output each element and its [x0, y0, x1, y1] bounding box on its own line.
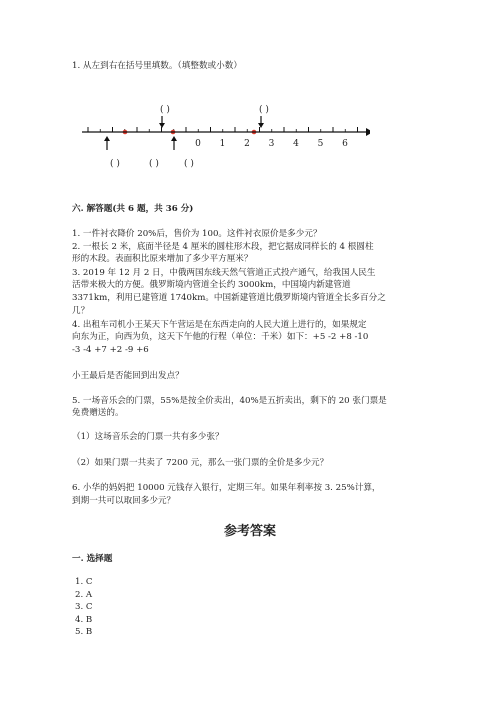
- section-6-line: -3 -4 +7 +2 -9 +6: [72, 345, 149, 355]
- tick-label: 1: [219, 139, 226, 149]
- section-6-line: 免费赠送的。: [72, 408, 124, 418]
- section-6-line: 2. 一根长 2 米，底面半径是 4 厘米的圆柱形木段，把它据成同样长的 4 根圆柱: [72, 242, 374, 252]
- bottom-answer-bracket: ( ): [184, 159, 194, 169]
- section-6-line: 到期一共可以取回多少元？: [72, 496, 176, 506]
- up-arrow-head: [171, 136, 177, 141]
- number-line-figure: [70, 100, 370, 180]
- answer-key-title: 参考答案: [223, 524, 276, 539]
- section-6-line: 3371km，利用已建管道 1740km。中国新建管道比俄罗斯境内管道全长多百分之: [72, 293, 386, 303]
- section-6-line: 形的木段。表面积比原来增加了多少平方厘米？: [72, 254, 253, 264]
- tick-label: 0: [195, 139, 201, 149]
- answer-section-heading: 一. 选择题: [72, 554, 113, 564]
- top-answer-bracket: ( ): [259, 105, 269, 115]
- down-arrow-head: [159, 123, 165, 128]
- tick-label: 4: [293, 139, 299, 149]
- bottom-answer-bracket: ( ): [149, 159, 159, 169]
- up-arrow-head: [104, 136, 110, 141]
- down-arrow-head: [258, 123, 264, 128]
- section-6-line: （2）如果门票一共卖了 7200 元，那么一张门票的全价是多少元？: [72, 458, 329, 468]
- answer-item: 1. C: [75, 577, 93, 587]
- section-6-line: 1. 一件衬衣降价 20%后，售价为 100。这件衬衣原价是多少元？: [72, 229, 322, 239]
- section-6-line: （1）这场音乐会的门票一共有多少张？: [72, 432, 224, 442]
- tick-label: 6: [342, 139, 348, 149]
- bottom-answer-bracket: ( ): [110, 159, 120, 169]
- section-6-line: 6. 小华的妈妈把 10000 元钱存入银行，定期三年。如果年利率按 3. 25%计算，: [72, 483, 381, 493]
- answer-item: 3. C: [75, 602, 93, 612]
- answer-item: 4. B: [75, 614, 93, 625]
- section-6-line: 小王最后是否能回到出发点？: [72, 371, 184, 381]
- answer-item: 5. B: [75, 627, 93, 637]
- top-answer-bracket: ( ): [160, 105, 170, 115]
- tick-label: 5: [317, 139, 324, 149]
- tick-label: 3: [268, 139, 275, 149]
- section-6-line: 活带来极大的方便。俄罗斯境内管道全长约 3000km，中国境内新建管道: [72, 280, 351, 290]
- section-6-line: 几？: [72, 306, 90, 316]
- question-1-title: 1. 从左到右在括号里填数。（填整数或小数）: [72, 61, 242, 71]
- tick-label: 2: [244, 139, 250, 149]
- answer-item: 2. A: [75, 589, 93, 600]
- section-6-line: 4. 出租车司机小王某天下午营运是在东西走向的人民大道上进行的，如果规定: [72, 320, 367, 330]
- section-6-line: 向东为正，向西为负，这天下午他的行程（单位：千米）如下：+5 -2 +8 -10: [72, 332, 369, 342]
- section-6-heading: 六. 解答题(共 6 题，共 36 分): [72, 204, 194, 214]
- section-6-line: 3. 2019 年 12 月 2 日，中俄两国东线天然气管道正式投产通气，给我国人民生: [72, 268, 376, 278]
- axis-arrowhead: [366, 128, 370, 136]
- section-6-line: 5. 一场音乐会的门票，55%是按全价卖出，40%是五折卖出，剩下的 20 张门票是: [72, 396, 387, 406]
